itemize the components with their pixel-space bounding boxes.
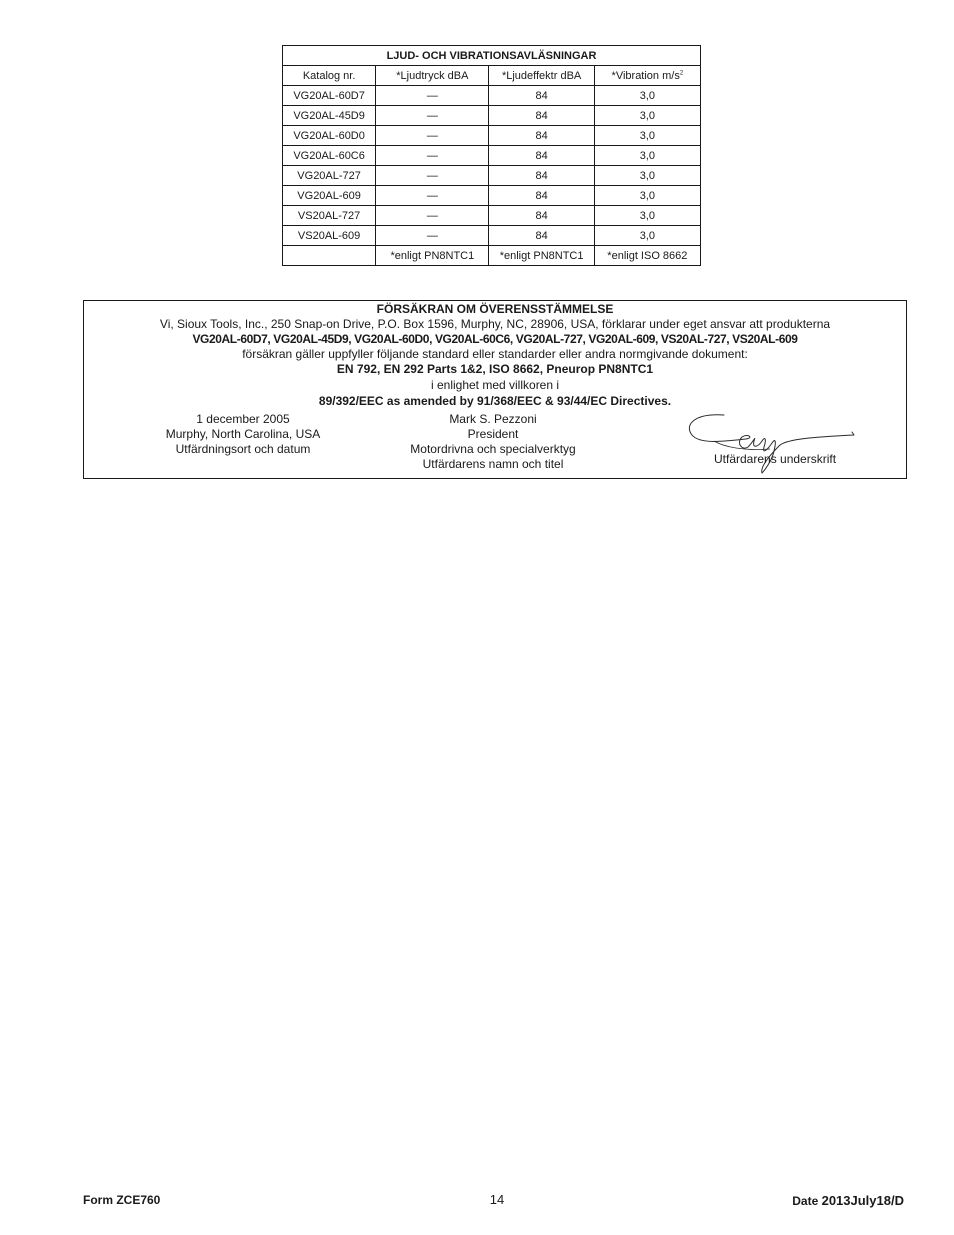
cell-sound-pressure: — (376, 226, 489, 246)
table-row (283, 86, 701, 106)
table-row (283, 126, 701, 146)
issuer-name: Mark S. Pezzoni (449, 412, 537, 426)
cell-vibration: 3,0 (594, 226, 700, 246)
issue-place: Murphy, North Carolina, USA (165, 427, 321, 441)
cell-sound-pressure: — (376, 166, 489, 186)
declaration-intro: Vi, Sioux Tools, Inc., 250 Snap-on Drive, P.O. Box 1596, Murphy, NC, 28906, USA, förklarar under eget ansvar att produkterna (159, 317, 831, 331)
declaration-conditions: i enlighet med villkoren i (430, 378, 560, 392)
issuer-label: Utfärdarens namn och titel (422, 457, 564, 471)
place-date-block (144, 412, 342, 457)
cell-sound-pressure: — (376, 146, 489, 166)
table-row (283, 186, 701, 206)
revision-date (792, 1193, 904, 1208)
table-notes-row (283, 246, 701, 266)
declaration-directives: 89/392/EEC as amended by 91/368/EEC & 93/44/EC Directives. (318, 394, 672, 408)
cell-catalog: VG20AL-60D7 (283, 86, 376, 106)
form-number: Form ZCE760 (83, 1193, 161, 1207)
cell-vibration: 3,0 (594, 206, 700, 226)
table-row (283, 106, 701, 126)
cell-sound-power: 84 (489, 186, 594, 206)
page-number: 14 (489, 1192, 505, 1207)
declaration-of-conformity (83, 300, 907, 479)
note-vibration: *enligt ISO 8662 (594, 246, 700, 266)
cell-sound-pressure: — (376, 186, 489, 206)
cell-vibration: 3,0 (594, 126, 700, 146)
cell-catalog: VG20AL-60D0 (283, 126, 376, 146)
cell-sound-pressure: — (376, 206, 489, 226)
declaration-products: VG20AL-60D7, VG20AL-45D9, VG20AL-60D0, VG20AL-60C6, VG20AL-727, VG20AL-609, VS20AL-727, VS20AL-609 (192, 332, 798, 346)
cell-sound-power: 84 (489, 226, 594, 246)
declaration-conform-text: försäkran gäller uppfyller följande standard eller standarder eller andra normgivande dokument: (242, 347, 748, 361)
table-title: LJUD- OCH VIBRATIONSAVLÄSNINGAR (283, 46, 701, 66)
handwritten-signature (684, 411, 894, 477)
cell-sound-pressure: — (376, 86, 489, 106)
note-sound-pressure: *enligt PN8NTC1 (376, 246, 489, 266)
table-row (283, 146, 701, 166)
table-row (283, 226, 701, 246)
cell-catalog: VG20AL-45D9 (283, 106, 376, 126)
declaration-standards: EN 792, EN 292 Parts 1&2, ISO 8662, Pneurop PN8NTC1 (336, 362, 654, 376)
cell-vibration: 3,0 (594, 186, 700, 206)
cell-vibration: 3,0 (594, 146, 700, 166)
issuer-dept: Motordrivna och specialverktyg (410, 442, 576, 456)
cell-catalog: VG20AL-609 (283, 186, 376, 206)
issuer-title: President (467, 427, 519, 441)
table-header-row (283, 66, 701, 86)
date-label: Date (792, 1194, 819, 1208)
table-row (283, 206, 701, 226)
cell-vibration: 3,0 (594, 166, 700, 186)
cell-vibration: 3,0 (594, 86, 700, 106)
signature-label: Utfärdarens underskrift (714, 452, 837, 466)
cell-sound-power: 84 (489, 86, 594, 106)
cell-sound-power: 84 (489, 146, 594, 166)
issuer-block (390, 412, 596, 472)
cell-catalog: VG20AL-60C6 (283, 146, 376, 166)
header-sound-pressure: *Ljudtryck dBA (376, 66, 489, 86)
cell-sound-power: 84 (489, 206, 594, 226)
header-catalog: Katalog nr. (283, 66, 376, 86)
cell-catalog: VS20AL-609 (283, 226, 376, 246)
cell-sound-power: 84 (489, 126, 594, 146)
note-sound-power: *enligt PN8NTC1 (489, 246, 594, 266)
date-value: 2013July18/D (821, 1193, 904, 1208)
cell-sound-power: 84 (489, 106, 594, 126)
header-sound-power: *Ljudeffektr dBA (489, 66, 594, 86)
cell-catalog: VG20AL-727 (283, 166, 376, 186)
issue-date: 1 december 2005 (196, 412, 290, 426)
cell-catalog: VS20AL-727 (283, 206, 376, 226)
cell-sound-pressure: — (376, 106, 489, 126)
cell-sound-power: 84 (489, 166, 594, 186)
table-row (283, 166, 701, 186)
header-vibration: *Vibration $m/s^2$ (594, 66, 700, 86)
place-date-label: Utfärdningsort och datum (175, 442, 311, 456)
signature-block (684, 411, 894, 477)
cell-sound-pressure: — (376, 126, 489, 146)
sound-vibration-table (282, 45, 701, 266)
cell-vibration: 3,0 (594, 106, 700, 126)
declaration-title: FÖRSÄKRAN OM ÖVERENSSTÄMMELSE (376, 302, 614, 316)
note-empty (283, 246, 376, 266)
